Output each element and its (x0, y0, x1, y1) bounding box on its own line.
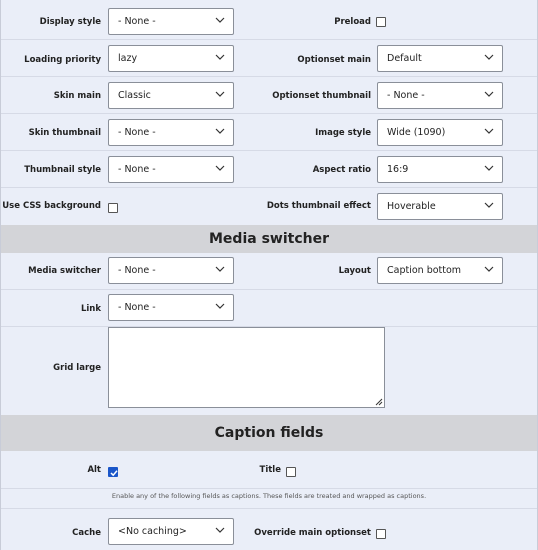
layout-value: Caption bottom (387, 265, 462, 276)
optionset-thumbnail-select[interactable] (377, 82, 503, 109)
chevron-down-icon (215, 54, 225, 61)
link-value: - None - (118, 302, 156, 313)
caption-help-text: Enable any of the following fields as captions. These fields are treated and wrapped as captions. (111, 492, 427, 500)
skin-main-select[interactable] (108, 82, 234, 109)
media-switcher-section-header: Media switcher (1, 225, 537, 253)
chevron-down-icon (484, 91, 494, 98)
grid-large-textarea[interactable] (108, 327, 385, 408)
display-style-label: Display style (39, 17, 101, 27)
chevron-down-icon (215, 128, 225, 135)
chevron-down-icon (215, 527, 225, 534)
optionset-main-label: Optionset main (297, 55, 371, 65)
skin-thumbnail-select[interactable] (108, 119, 234, 146)
chevron-down-icon (215, 17, 225, 24)
layout-label: Layout (338, 266, 371, 276)
chevron-down-icon (484, 54, 494, 61)
chevron-down-icon (484, 202, 494, 209)
cache-label: Cache (72, 528, 101, 538)
row-thumbnail-style (1, 151, 537, 188)
caption-fields-section-header: Caption fields (1, 415, 537, 451)
display-style-select[interactable] (108, 8, 234, 35)
chevron-down-icon (484, 266, 494, 273)
image-style-value: Wide (1090) (387, 127, 446, 138)
skin-main-value: Classic (118, 90, 151, 101)
optionset-main-value: Default (387, 53, 422, 64)
link-select[interactable] (108, 294, 234, 321)
row-skin-main (1, 77, 537, 114)
chevron-down-icon (484, 128, 494, 135)
dots-thumbnail-effect-label: Dots thumbnail effect (266, 201, 371, 211)
grid-large-label: Grid large (53, 363, 101, 373)
row-alt-title (1, 451, 537, 489)
image-style-label: Image style (315, 128, 371, 138)
image-style-select[interactable] (377, 119, 503, 146)
aspect-ratio-label: Aspect ratio (312, 165, 371, 175)
row-skin-thumbnail (1, 114, 537, 151)
display-style-value: - None - (118, 16, 156, 27)
row-display-style (1, 0, 537, 40)
override-main-optionset-checkbox[interactable] (376, 529, 386, 539)
chevron-down-icon (215, 165, 225, 172)
optionset-thumbnail-label: Optionset thumbnail (272, 91, 371, 101)
loading-priority-select[interactable] (108, 45, 234, 72)
aspect-ratio-select[interactable] (377, 156, 503, 183)
use-css-background-label: Use CSS background (2, 201, 101, 211)
layout-select[interactable] (377, 257, 503, 284)
checkmark-icon (109, 468, 119, 478)
cache-value: <No caching> (118, 526, 187, 537)
media-switcher-select[interactable] (108, 257, 234, 284)
loading-priority-label: Loading priority (24, 55, 101, 65)
chevron-down-icon (484, 165, 494, 172)
thumbnail-style-select[interactable] (108, 156, 234, 183)
loading-priority-value: lazy (118, 53, 138, 64)
optionset-thumbnail-value: - None - (387, 90, 425, 101)
dots-thumbnail-effect-value: Hoverable (387, 201, 436, 212)
title-checkbox[interactable] (286, 467, 296, 477)
cache-select[interactable] (108, 518, 234, 545)
alt-checkbox[interactable] (108, 467, 118, 477)
aspect-ratio-value: 16:9 (387, 164, 409, 175)
row-media-switcher (1, 253, 537, 290)
thumbnail-style-label: Thumbnail style (24, 165, 101, 175)
use-css-background-checkbox[interactable] (108, 203, 118, 213)
row-link (1, 290, 537, 327)
row-use-css-background (1, 188, 537, 225)
thumbnail-style-value: - None - (118, 164, 156, 175)
row-cache (1, 508, 537, 550)
preload-label: Preload (334, 17, 371, 27)
chevron-down-icon (215, 91, 225, 98)
skin-thumbnail-value: - None - (118, 127, 156, 138)
chevron-down-icon (215, 266, 225, 273)
dots-thumbnail-effect-select[interactable] (377, 193, 503, 220)
title-label: Title (259, 465, 281, 475)
resize-grip-icon[interactable] (375, 398, 383, 406)
chevron-down-icon (215, 303, 225, 310)
row-loading-priority (1, 40, 537, 77)
link-label: Link (80, 304, 101, 314)
media-switcher-value: - None - (118, 265, 156, 276)
override-main-optionset-label: Override main optionset (254, 528, 371, 538)
skin-main-label: Skin main (53, 91, 101, 101)
alt-label: Alt (87, 465, 101, 475)
optionset-main-select[interactable] (377, 45, 503, 72)
skin-thumbnail-label: Skin thumbnail (28, 128, 101, 138)
preload-checkbox[interactable] (376, 17, 386, 27)
media-switcher-label: Media switcher (28, 266, 101, 276)
